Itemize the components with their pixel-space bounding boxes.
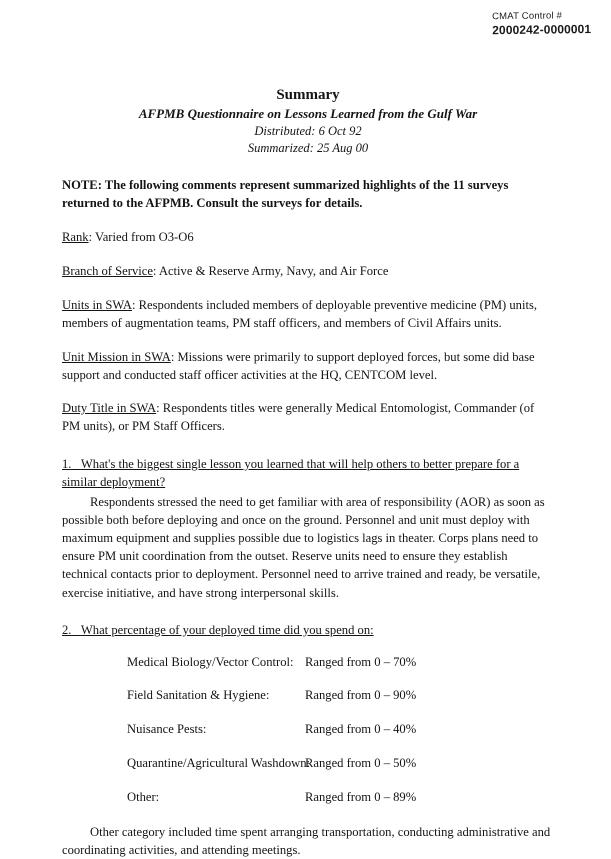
question-1-number: 1. — [62, 457, 72, 472]
entry-separator: : — [88, 230, 96, 245]
document-subtitle: AFPMB Questionnaire on Lessons Learned from the Gulf War — [138, 105, 478, 121]
percentage-list — [62, 654, 554, 807]
entry-rank — [62, 229, 554, 247]
percentage-value: Ranged from 0 – 50% — [305, 756, 417, 771]
entry-text: Active & Reserve Army, Navy, and Air Force — [158, 264, 389, 279]
percentage-label: Quarantine/Agricultural Washdown: — [127, 756, 311, 771]
page-title: Summary — [276, 87, 340, 103]
question-1-text — [71, 457, 80, 471]
entry-label: Unit Mission in SWA — [62, 349, 171, 364]
entry-text: Missions were primarily to support deployed forces, but some did base support and conducted staff officer activities at the HQ, CENTCOM level. — [62, 349, 535, 382]
percentage-label: Field Sanitation & Hygiene: — [127, 688, 270, 703]
cmat-control-number: 2000242-0000001 — [492, 21, 592, 38]
percentage-label: Other: — [127, 790, 160, 805]
entry-separator: : — [131, 297, 139, 312]
percentage-row — [62, 721, 554, 739]
entry-separator: : — [156, 401, 163, 416]
entry-label: Duty Title in SWA — [62, 401, 157, 416]
percentage-value: Ranged from 0 – 89% — [305, 790, 417, 805]
question-1-heading — [62, 456, 554, 492]
question-2-heading — [62, 622, 554, 640]
question-2-number: 2. — [62, 622, 72, 637]
summarized-date: Summarized: 25 Aug 00 — [247, 140, 369, 155]
entry-separator: : — [170, 349, 178, 364]
entry-unit-mission-in-swa — [62, 349, 554, 385]
entry-label: Rank — [62, 230, 89, 245]
entry-duty-title-in-swa — [62, 400, 554, 436]
entry-text: Varied from O3-O6 — [95, 230, 194, 245]
entry-text: Respondents included members of deployable preventive medicine (PM) units, members of augmentation teams, PM staff officers, and members of Civil Affairs units. — [62, 297, 537, 330]
title-block — [62, 86, 554, 156]
question-1-answer: Respondents stressed the need to get familiar with area of responsibility (AOR) as soon as possible both before deploying and once on the ground. Personnel and unit must deploy with maximum equipment and supplies possible due to logistics lags in theater. Corps plans need to ensure PM unit coordination from the outset. Reserve units need to ensure they establish technical contacts prior to deployment. Personnel need to arrive trained and ready, be versatile, exercise initiative, and have strong interpersonal skills. — [62, 494, 545, 600]
percentage-label: Nuisance Pests: — [127, 722, 207, 737]
document-body — [62, 0, 554, 859]
entry-units-in-swa — [62, 297, 554, 333]
percentage-row — [62, 789, 554, 807]
question-2-spacer — [71, 623, 80, 637]
question-1-body: What's the biggest single lesson you learned that will help others to better prepare for a similar deployment? — [62, 457, 520, 490]
entry-separator: : — [152, 264, 159, 279]
entry-label: Units in SWA — [62, 297, 132, 312]
distributed-date: Distributed: 6 Oct 92 — [254, 123, 362, 138]
cmat-control-label: CMAT Control # — [492, 10, 563, 23]
percentage-row — [62, 654, 554, 672]
percentage-row — [62, 755, 554, 773]
percentage-value: Ranged from 0 – 70% — [305, 654, 417, 669]
percentage-value: Ranged from 0 – 90% — [305, 688, 417, 703]
entry-label: Branch of Service — [62, 264, 153, 279]
entry-text: Respondents titles were generally Medical Entomologist, Commander (of PM units), or PM Staff Officers. — [62, 401, 535, 434]
entry-branch-of-service — [62, 263, 554, 281]
percentage-row — [62, 687, 554, 705]
question-2-closing-paragraph: Other category included time spent arranging transportation, conducting administrative and coordinating activities, and attending meetings. — [62, 824, 551, 858]
percentage-value: Ranged from 0 – 40% — [305, 722, 417, 737]
question-2-body: What percentage of your deployed time did you spend on: — [80, 622, 374, 637]
percentage-label: Medical Biology/Vector Control: — [127, 654, 294, 669]
note-paragraph: NOTE: The following comments represent summarized highlights of the 11 surveys returned to the AFPMB. Consult the surveys for details. — [62, 178, 509, 211]
